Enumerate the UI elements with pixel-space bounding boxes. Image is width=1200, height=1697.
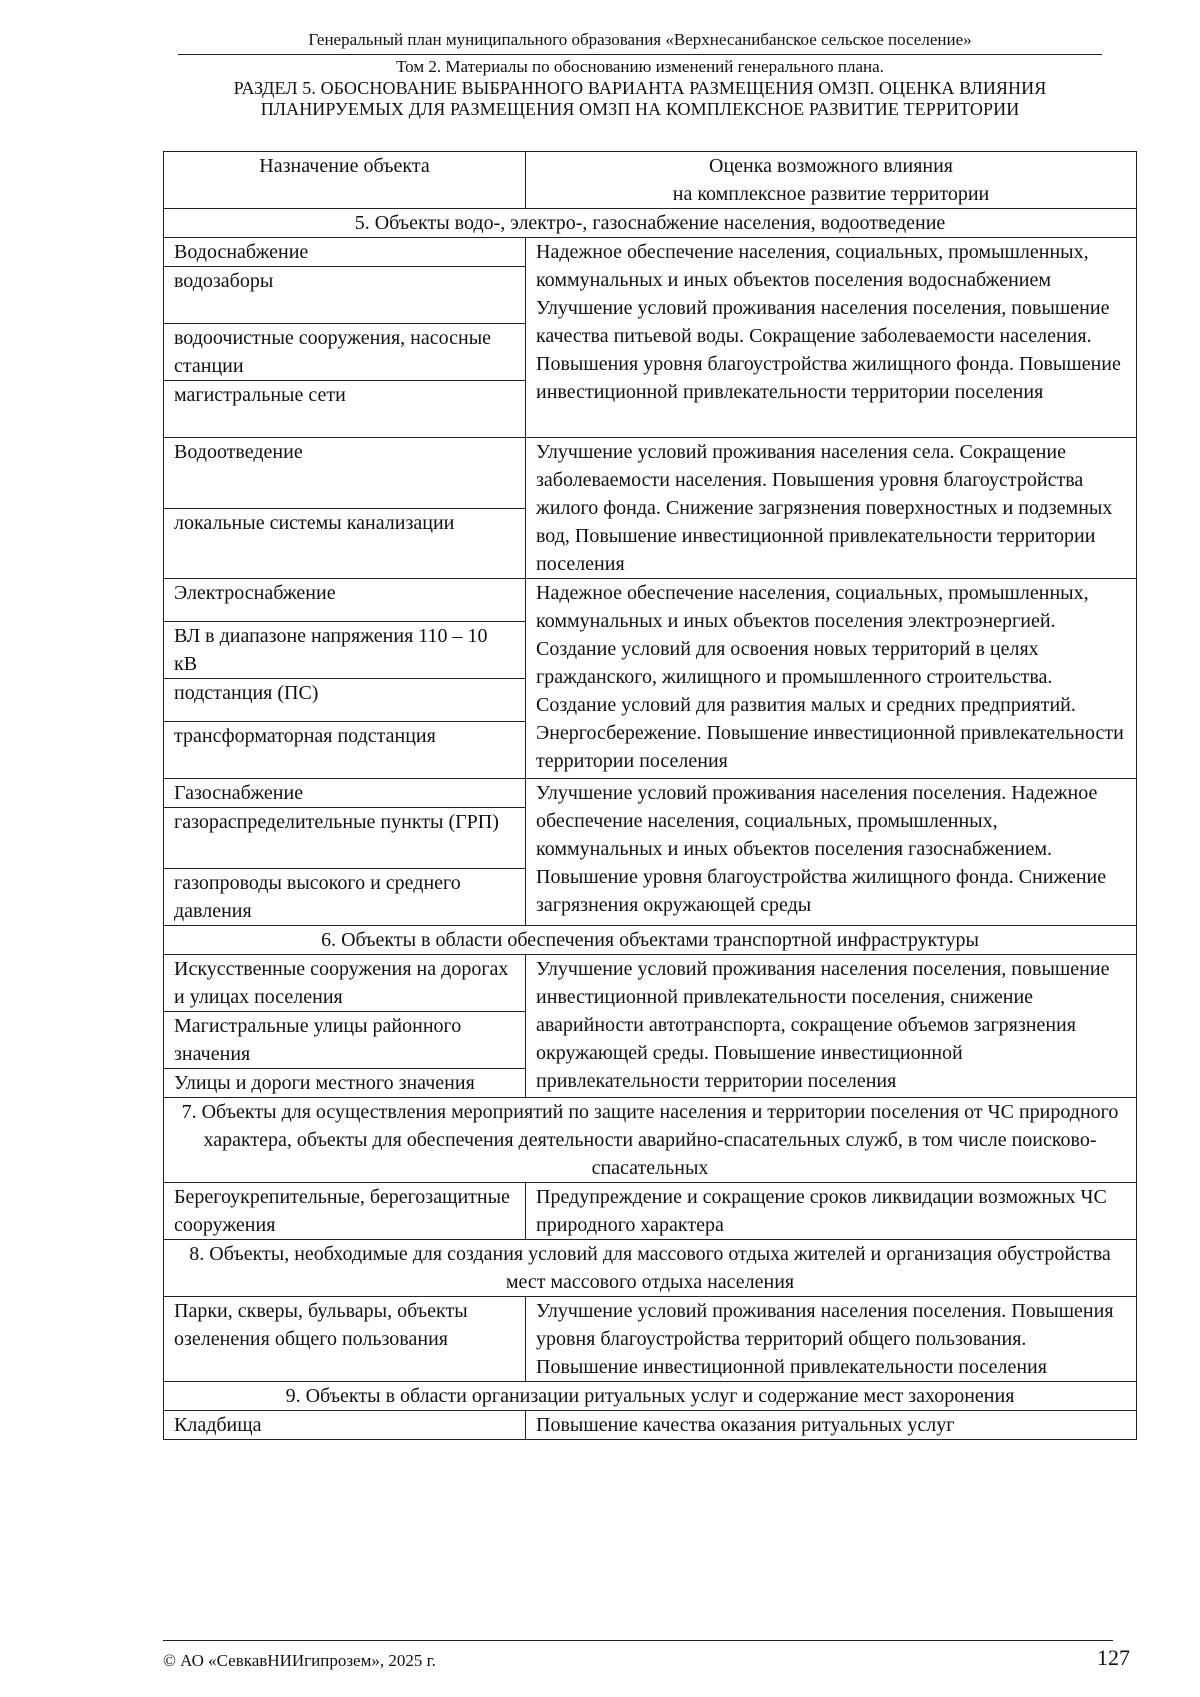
section-7-title: 7. Объекты для осуществления мероприятий по защите населения и территории поселения от ЧС природного характера, объекты для обеспечения деятельности аварийно-спасательных служб, в том числе поисково-спасательных	[164, 1098, 1137, 1183]
table-row	[164, 579, 1137, 622]
section-row	[164, 1098, 1137, 1183]
section-8-title: 8. Объекты, необходимые для создания условий для массового отдыха жителей и организация обустройства мест массового отдыха населения	[164, 1240, 1137, 1297]
column-header-impact	[526, 152, 1137, 209]
header-divider	[178, 54, 1102, 55]
column-header-impact-line-2: на комплексное развитие территории	[672, 183, 990, 205]
column-header-impact-line-1: Оценка возможного влияния	[709, 155, 953, 177]
object-item: водоочистные сооружения, насосные станции	[164, 324, 526, 381]
impact-gas-supply: Улучшение условий проживания населения поселения. Надежное обеспечение населения, социальных, промышленных, коммунальных и иных объектов поселения газоснабжением. Повышение уровня благоустройства жилищного фонда. Снижение загрязнения окружающей среды	[526, 779, 1137, 926]
object-item: Улицы и дороги местного значения	[164, 1069, 526, 1098]
table-row	[164, 955, 1137, 1012]
impact-water-supply: Надежное обеспечение населения, социальных, промышленных, коммунальных и иных объектов поселения водоснабжением Улучшение условий проживания населения поселения, повышение качества питьевой воды. Сокращение заболеваемости населения. Повышения уровня благоустройства жилищного фонда. Повышение инвестиционной привлекательности территории поселения	[526, 238, 1137, 438]
table-row	[164, 1411, 1137, 1440]
page-number: 127	[1097, 1645, 1130, 1670]
object-item: ВЛ в диапазоне напряжения 110 – 10 кВ	[164, 622, 526, 679]
impact-ritual-services: Повышение качества оказания ритуальных услуг	[526, 1411, 1137, 1440]
impact-emergency-protection: Предупреждение и сокращение сроков ликвидации возможных ЧС природного характера	[526, 1183, 1137, 1240]
column-header-purpose: Назначение объекта	[164, 152, 526, 209]
section-6-title: 6. Объекты в области обеспечения объектами транспортной инфраструктуры	[164, 926, 1137, 955]
object-item: Парки, скверы, бульвары, объекты озеленения общего пользования	[164, 1297, 526, 1382]
section-row	[164, 1240, 1137, 1297]
table-header-row	[164, 152, 1137, 209]
group-title-power-supply: Электроснабжение	[164, 579, 526, 622]
object-item: Магистральные улицы районного значения	[164, 1012, 526, 1069]
object-item: Берегоукрепительные, берегозащитные сооружения	[164, 1183, 526, 1240]
volume-title: Том 2. Материалы по обоснованию изменений генерального плана.	[396, 57, 884, 76]
impact-assessment-table	[163, 151, 1137, 1440]
section-row	[164, 926, 1137, 955]
object-item: трансформаторная подстанция	[164, 722, 526, 779]
object-item: магистральные сети	[164, 381, 526, 438]
object-item: водозаборы	[164, 267, 526, 324]
footer-divider	[163, 1640, 1113, 1641]
object-item: локальные системы канализации	[164, 509, 526, 579]
impact-transport: Улучшение условий проживания населения поселения, повышение инвестиционной привлекательности поселения, снижение аварийности автотранспорта, сокращение объемов загрязнения окружающей среды. Повышение инвестиционной привлекательности территории поселения	[526, 955, 1137, 1098]
section-title-line-2: ПЛАНИРУЕМЫХ ДЛЯ РАЗМЕЩЕНИЯ ОМЗП НА КОМПЛЕКСНОЕ РАЗВИТИЕ ТЕРРИТОРИИ	[260, 99, 1020, 119]
table-row	[164, 238, 1137, 267]
group-title-water-supply: Водоснабжение	[164, 238, 526, 267]
section-row	[164, 209, 1137, 238]
object-item: Искусственные сооружения на дорогах и улицах поселения	[164, 955, 526, 1012]
table-row	[164, 1297, 1137, 1382]
group-title-gas-supply: Газоснабжение	[164, 779, 526, 808]
group-title-sewerage: Водоотведение	[164, 438, 526, 509]
table-row	[164, 1183, 1137, 1240]
impact-sewerage: Улучшение условий проживания населения села. Сокращение заболеваемости населения. Повышения уровня благоустройства жилого фонда. Снижение загрязнения поверхностных и подземных вод, Повышение инвестиционной привлекательности территории поселения	[526, 438, 1137, 579]
section-9-title: 9. Объекты в области организации ритуальных услуг и содержание мест захоронения	[164, 1382, 1137, 1411]
object-item: газопроводы высокого и среднего давления	[164, 869, 526, 926]
document-running-title: Генеральный план муниципального образования «Верхнесанибанское сельское поселение»	[308, 30, 972, 49]
section-5-title: 5. Объекты водо-, электро-, газоснабжение населения, водоотведение	[164, 209, 1137, 238]
section-title-line-1: РАЗДЕЛ 5. ОБОСНОВАНИЕ ВЫБРАННОГО ВАРИАНТА РАЗМЕЩЕНИЯ ОМЗП. ОЦЕНКА ВЛИЯНИЯ	[233, 78, 1047, 98]
section-title	[178, 78, 1102, 120]
table-row	[164, 779, 1137, 808]
table-row	[164, 438, 1137, 509]
object-item: газораспределительные пункты (ГРП)	[164, 808, 526, 869]
section-row	[164, 1382, 1137, 1411]
object-item: Кладбища	[164, 1411, 526, 1440]
impact-power-supply: Надежное обеспечение населения, социальных, промышленных, коммунальных и иных объектов поселения электроэнергией. Создание условий для освоения новых территорий в целях гражданского, жилищного и промышленного строительства. Создание условий для развития малых и средних предприятий. Энергосбережение. Повышение инвестиционной привлекательности территории поселения	[526, 579, 1137, 779]
impact-recreation: Улучшение условий проживания населения поселения. Повышения уровня благоустройства территорий общего пользования. Повышение инвестиционной привлекательности поселения	[526, 1297, 1137, 1382]
object-item: подстанция (ПС)	[164, 679, 526, 722]
footer-copyright: © АО «СевкавНИИгипрозем», 2025 г.	[163, 1651, 436, 1670]
